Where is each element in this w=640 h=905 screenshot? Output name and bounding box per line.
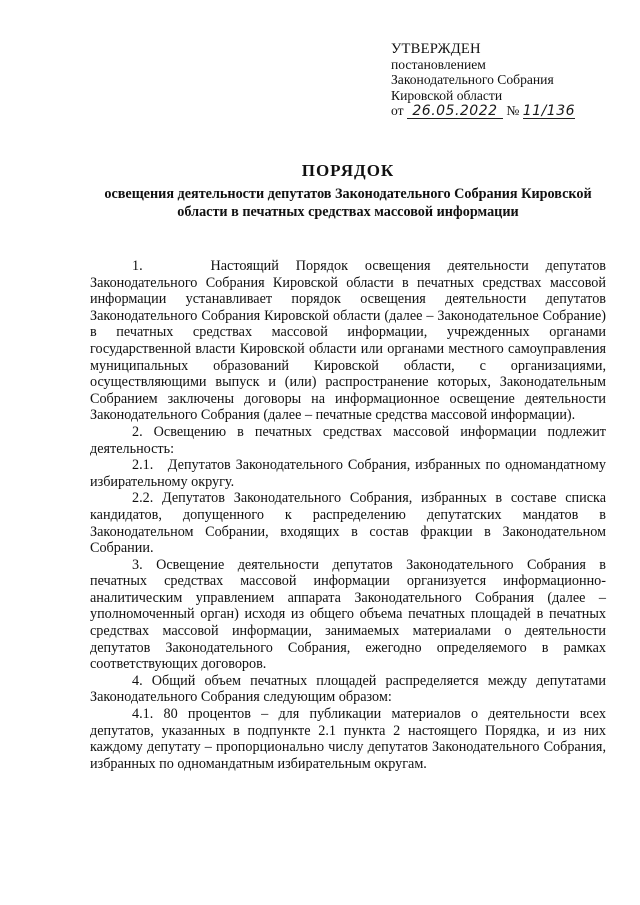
paragraph-3: 3. Освещение деятельности депутатов Законодательного Собрания в печатных средствах массовой информации организуется информационно-аналитическим управлением аппарата Законодательного Собрания (далее – уполномоченный орган) исходя из общего объема печатных площадей в печатных средствах массовой информации, занимаемых материалами о деятельности депутатов Законодательного Собрания, ежегодно определяемого в рамках соответствующих договоров. (90, 556, 606, 673)
approval-from-label: от (391, 102, 404, 118)
document-title: ПОРЯДОК (301, 161, 395, 180)
handwritten-date: 26.05.2022 (407, 104, 503, 119)
approval-line-3: Кировской области (391, 87, 503, 103)
approval-heading: УТВЕРЖДЕН (391, 41, 481, 57)
approval-number-label: № (506, 102, 520, 118)
approval-stamp (391, 42, 621, 119)
document-subtitle: освещения деятельности депутатов Законодательного Собрания Кировской области в печатных средствах массовой информации (104, 186, 592, 220)
paragraph-4-1: 4.1. 80 процентов – для публикации материалов о деятельности всех депутатов, указанных в подпункте 2.1 пункта 2 настоящего Порядка, и из них каждому депутату – пропорционально числу депутатов Законодательного Собрания, избранных по одномандатным избирательным округам. (90, 706, 606, 772)
approval-line-2: Законодательного Собрания (391, 72, 554, 88)
approval-date-number-line (391, 103, 621, 119)
paragraph-4: 4. Общий объем печатных площадей распределяется между депутатами Законодательного Собрания следующим образом: (90, 672, 606, 706)
paragraph-2-1: 2.1. Депутатов Законодательного Собрания, избранных по одномандатному избирательному округу. (90, 457, 606, 490)
handwritten-number: 11/136 (522, 102, 576, 119)
document-title-block (90, 160, 606, 221)
paragraph-2: 2. Освещению в печатных средствах массовой информации подлежит деятельность: (90, 423, 606, 457)
document-body (90, 258, 606, 772)
paragraph-2-2: 2.2. Депутатов Законодательного Собрания, избранных в составе списка кандидатов, допущенного к распределению депутатских мандатов в Законодательном Собрании, входящих в состав фракции в Законодательном Собрании. (90, 490, 606, 557)
approval-line-1: постановлением (391, 57, 486, 73)
paragraph-1: 1. Настоящий Порядок освещения деятельности депутатов Законодательного Собрания Кировской области в печатных средствах массовой информации устанавливает порядок освещения деятельности депутатов Законодательного Собрания Кировской области (далее – Законодательное Собрание) в печатных средствах массовой информации, учрежденных органами государственной власти Кировской области или органами местного самоуправления муниципальных образований Кировской области, с организациями, осуществляющими выпуск и (или) распространение которых, Законодательным Собранием заключены договоры на информационное освещение деятельности Законодательного Собрания (далее – печатные средства массовой информации). (90, 258, 606, 424)
